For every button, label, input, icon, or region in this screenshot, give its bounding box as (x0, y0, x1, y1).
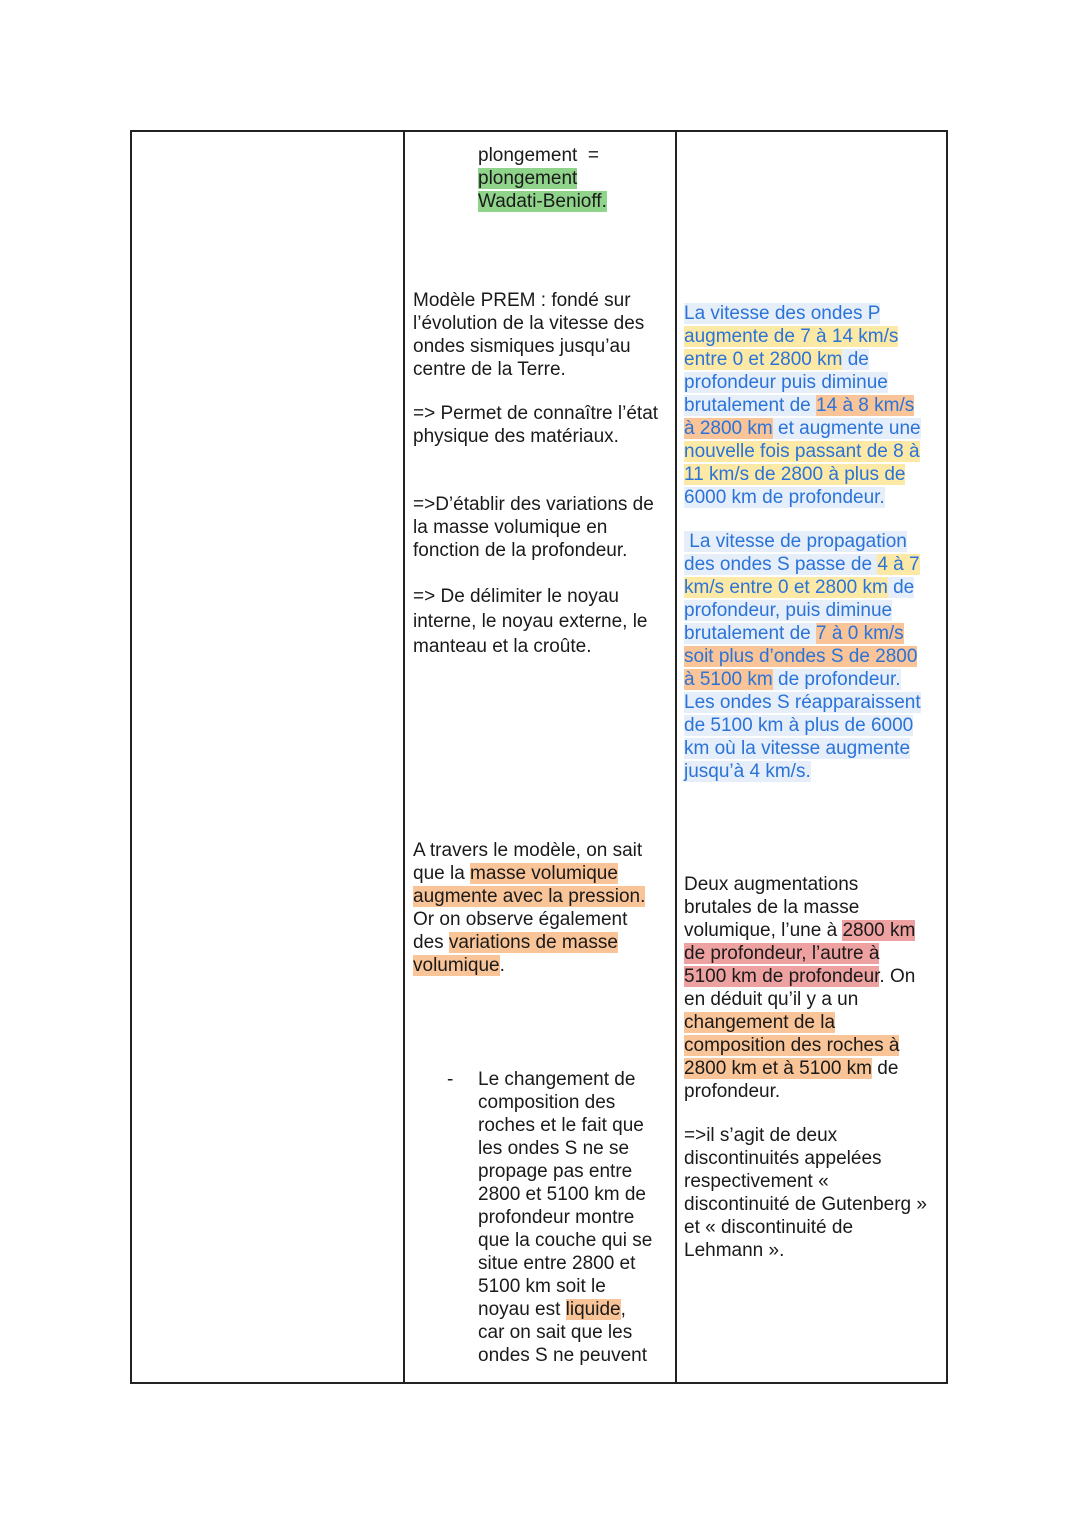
text-segment: car on sait que les (478, 1322, 633, 1343)
table-column-3 (677, 132, 948, 1382)
highlighted-text: 14 à 8 km/s (816, 395, 915, 416)
text-line (684, 896, 946, 919)
highlighted-text: liquide (565, 1299, 621, 1320)
text-segment: Deux augmentations (684, 874, 859, 895)
highlighted-text: jusqu’à 4 km/s. (684, 761, 811, 782)
highlighted-text: brutalement de (684, 623, 817, 644)
text-segment: , (620, 1299, 626, 1320)
text-segment: que la couche qui se (478, 1230, 653, 1251)
highlighted-text: profondeur, puis diminue (684, 600, 893, 621)
text-line (684, 988, 946, 1011)
text-line (684, 417, 946, 440)
highlighted-text: km où la vitesse augmente (684, 738, 911, 759)
text-line (413, 908, 671, 931)
text-line (684, 714, 946, 737)
density-observation (413, 839, 671, 977)
text-line (684, 668, 946, 691)
bullet-marker: - (447, 1069, 454, 1090)
text-segment: des (413, 932, 449, 953)
text-line (478, 167, 668, 190)
highlighted-text: Wadati-Benioff. (478, 191, 607, 212)
prem-model-text: Modèle PREM : fondé sur l’évolution de la vitesse des ondes sismiques jusqu’au centre de la Terre. (413, 290, 645, 380)
text-line (478, 1229, 672, 1252)
text-segment: que la (413, 863, 471, 884)
highlighted-text: entre 0 et 2800 km (684, 349, 843, 370)
highlighted-text: de profondeur. (772, 669, 901, 690)
text-segment: volumique, l’une à (684, 920, 843, 941)
highlighted-text: km/s entre 0 et 2800 km (684, 577, 888, 598)
text-segment: 2800 et 5100 km de (478, 1184, 646, 1205)
highlighted-text: variations de masse (448, 932, 618, 953)
highlighted-text: à 2800 km (684, 418, 773, 439)
text-segment: Or on observe également (413, 909, 628, 930)
text-segment: de (872, 1058, 899, 1079)
text-line (478, 1206, 672, 1229)
text-segment: noyau est (478, 1299, 566, 1320)
text-line (478, 190, 668, 213)
text-line (684, 645, 946, 668)
text-line (413, 862, 671, 885)
table-column-2 (405, 132, 675, 1382)
text-line (684, 1080, 946, 1103)
highlighted-text: de 5100 km à plus de 6000 (684, 715, 914, 736)
text-line (684, 486, 946, 509)
text-line (684, 553, 946, 576)
dipping-note (478, 144, 668, 213)
text-line (684, 622, 946, 645)
notes-table (130, 130, 948, 1384)
text-line (684, 942, 946, 965)
highlighted-text: augmente de 7 à 14 km/s (684, 326, 899, 347)
liquid-core-bullet (478, 1068, 672, 1367)
highlighted-text: de (842, 349, 869, 370)
prem-point-density: =>D’établir des variations de la masse volumique en fonction de la profondeur. (413, 494, 654, 561)
text-line (478, 1114, 672, 1137)
text-line (478, 1344, 672, 1367)
highlighted-text: à 5100 km (684, 669, 773, 690)
text-line (684, 1057, 946, 1080)
text-line (684, 1011, 946, 1034)
text-segment: 5100 km soit le (478, 1276, 606, 1297)
table-column-1 (132, 132, 403, 1382)
text-line (478, 1183, 672, 1206)
text-segment: situe entre 2800 et (478, 1253, 636, 1274)
prem-point-physical-state: => Permet de connaître l’état physique des matériaux. (413, 403, 659, 447)
highlighted-text: 7 à 0 km/s (816, 623, 904, 644)
text-line (684, 348, 946, 371)
text-line (413, 885, 671, 908)
p-wave-analysis (684, 302, 946, 509)
text-line (478, 1068, 672, 1091)
text-segment: . On (879, 966, 916, 987)
text-segment: A travers le modèle, on sait (413, 840, 643, 861)
text-line (684, 440, 946, 463)
text-segment: les ondes S ne se (478, 1138, 630, 1159)
highlighted-text: profondeur puis diminue (684, 372, 888, 393)
text-line (684, 302, 946, 325)
text-line (684, 760, 946, 783)
density-jump-analysis (684, 873, 946, 1103)
highlighted-text: 2800 km et à 5100 km (684, 1058, 872, 1079)
highlighted-text: 6000 km de profondeur. (684, 487, 885, 508)
highlighted-text: Les ondes S réapparaissent (684, 692, 921, 713)
highlighted-text: La vitesse des ondes P (684, 303, 881, 324)
text-segment: plongement = (478, 145, 599, 166)
highlighted-text: plongement (478, 168, 578, 189)
text-line (413, 839, 671, 862)
text-segment: en déduit qu’il y a un (684, 989, 859, 1010)
text-line (478, 1298, 672, 1321)
discontinuities-conclusion: =>il s’agit de deux discontinuités appelées respectivement « discontinuité de Gutenberg » et « discontinuité de Lehmann ». (684, 1125, 927, 1261)
highlighted-text: des ondes S passe de (684, 554, 878, 575)
text-line (478, 1091, 672, 1114)
text-line (684, 371, 946, 394)
highlighted-text: La vitesse de propagation (684, 531, 907, 552)
highlighted-text: augmente avec la pression. (413, 886, 646, 907)
text-line (478, 1321, 672, 1344)
text-line (413, 954, 671, 977)
text-line (684, 530, 946, 553)
highlighted-text: de profondeur, l’autre à (684, 943, 880, 964)
text-line (478, 1252, 672, 1275)
text-line (478, 1137, 672, 1160)
highlighted-text: de (887, 577, 915, 598)
s-wave-analysis (684, 530, 946, 783)
highlighted-text: 11 km/s de 2800 à plus de (684, 464, 906, 485)
text-line (684, 919, 946, 942)
text-line (684, 691, 946, 714)
highlighted-text: nouvelle fois passant de 8 à (684, 441, 920, 462)
highlighted-text: masse volumique (470, 863, 618, 884)
text-line (478, 144, 668, 167)
highlighted-text: soit plus d’ondes S de 2800 (684, 646, 918, 667)
text-segment: roches et le fait que (478, 1115, 644, 1136)
text-segment: ondes S ne peuvent (478, 1345, 648, 1366)
text-line (684, 965, 946, 988)
text-line (684, 576, 946, 599)
text-segment: profondeur montre (478, 1207, 635, 1228)
text-line (684, 737, 946, 760)
highlighted-text: brutalement de (684, 395, 817, 416)
text-segment: brutales de la masse (684, 897, 860, 918)
text-line (684, 394, 946, 417)
text-line (478, 1275, 672, 1298)
text-line (684, 325, 946, 348)
text-line (478, 1160, 672, 1183)
text-segment: profondeur. (684, 1081, 781, 1102)
highlighted-text: 2800 km (842, 920, 916, 941)
text-segment: Le changement de (478, 1069, 636, 1090)
highlighted-text: composition des roches à (684, 1035, 900, 1056)
text-segment: . (499, 955, 505, 976)
highlighted-text: 5100 km de profondeur (684, 966, 880, 987)
highlighted-text: changement de la (684, 1012, 836, 1033)
prem-point-layers: => De délimiter le noyau interne, le noyau externe, le manteau et la croûte. (413, 586, 648, 657)
highlighted-text: et augmente une (772, 418, 921, 439)
highlighted-text: volumique (413, 955, 500, 976)
text-line (684, 463, 946, 486)
text-segment: composition des (478, 1092, 616, 1113)
text-segment: propage pas entre (478, 1161, 633, 1182)
text-line (684, 599, 946, 622)
highlighted-text: 4 à 7 (877, 554, 920, 575)
text-line (413, 931, 671, 954)
text-line (684, 873, 946, 896)
text-line (684, 1034, 946, 1057)
